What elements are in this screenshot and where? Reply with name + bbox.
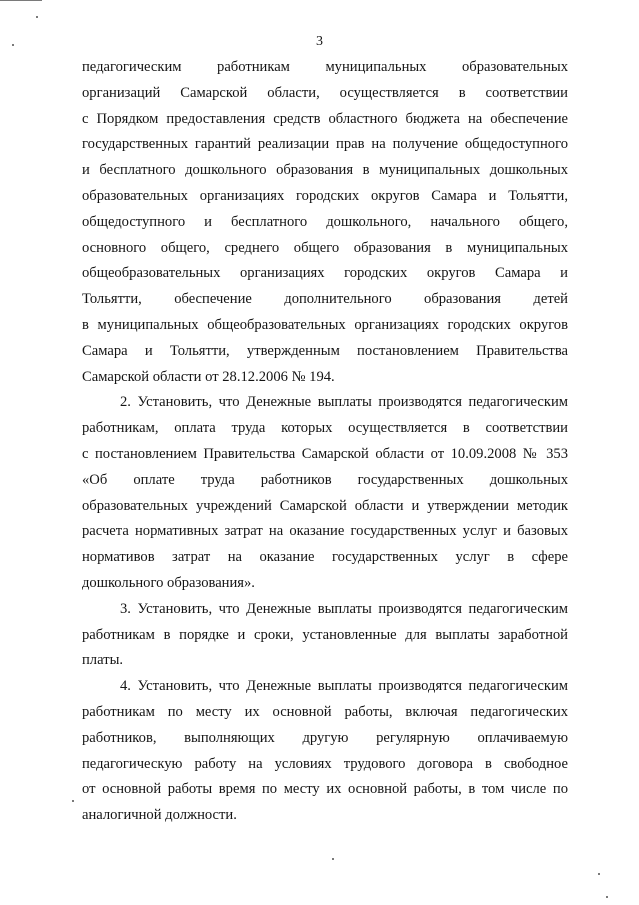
text-line: с Порядком предоставления средств областного бюджета на обеспечение [82, 110, 568, 127]
text-line: аналогичной должности. [82, 807, 237, 824]
paragraph-item-3 [82, 597, 568, 674]
text-line: образовательных организациях городских округов Самара и Тольятти, [82, 187, 568, 204]
text-line: и бесплатного дошкольного образования в муниципальных дошкольных [82, 162, 568, 179]
paragraph-item-2 [82, 390, 568, 596]
text-line: образовательных учреждений Самарской области и утверждении методик [82, 497, 568, 514]
text-line: Самарской области от 28.12.2006 № 194. [82, 368, 335, 385]
text-line: педагогическим работникам муниципальных образовательных [82, 59, 568, 75]
scan-artifact-dot [72, 800, 74, 802]
scan-artifact-top-line [0, 0, 42, 1]
paragraph-continuation [82, 55, 568, 390]
scan-artifact-dot [36, 16, 38, 18]
text-line: работникам в порядке и сроки, установленные для выплаты заработной [82, 626, 568, 643]
text-line: 4. Установить, что Денежные выплаты производятся педагогическим [120, 678, 568, 695]
text-line: от основной работы время по месту их основной работы, в том числе по [82, 781, 568, 798]
text-line: педагогическую работу на условиях трудового договора в свободное [82, 755, 568, 772]
text-line: с постановлением Правительства Самарской области от 10.09.2008 № 353 [82, 445, 568, 462]
text-line: расчета нормативных затрат на оказание государственных услуг и базовых [82, 523, 568, 540]
text-line: общедоступного и бесплатного дошкольного, начального общего, [82, 213, 568, 230]
text-line: работников, выполняющих другую регулярную оплачиваемую [82, 729, 568, 746]
text-line: работникам, оплата труда которых осуществляется в соответствии [82, 420, 568, 437]
text-line: работникам по месту их основной работы, включая педагогических [82, 703, 568, 720]
text-line: Самара и Тольятти, утвержденным постановлением Правительства [82, 342, 568, 359]
scan-artifact-dot [598, 873, 600, 875]
text-line: «Об оплате труда работников государственных дошкольных [82, 471, 568, 488]
scan-artifact-dot [332, 858, 334, 860]
text-line: общеобразовательных организациях городских округов Самара и [82, 265, 568, 282]
text-line: 2. Установить, что Денежные выплаты производятся педагогическим [120, 394, 568, 411]
document-body [82, 55, 568, 829]
text-line: нормативов затрат на оказание государственных услуг в сфере [82, 549, 568, 566]
text-line: в муниципальных общеобразовательных организациях городских округов [82, 316, 568, 333]
text-line: основного общего, среднего общего образования в муниципальных [82, 239, 568, 256]
paragraph-item-4 [82, 674, 568, 829]
text-line: Тольятти, обеспечение дополнительного образования детей [82, 291, 568, 308]
scan-artifact-dot [606, 896, 608, 898]
text-line: организаций Самарской области, осуществляется в соответствии [82, 84, 568, 101]
text-line: дошкольного образования». [82, 574, 255, 591]
text-line: государственных гарантий реализации прав на получение общедоступного [82, 136, 568, 153]
page-number: 3 [316, 34, 323, 49]
text-line: 3. Установить, что Денежные выплаты производятся педагогическим [120, 600, 568, 617]
text-line: платы. [82, 652, 124, 669]
